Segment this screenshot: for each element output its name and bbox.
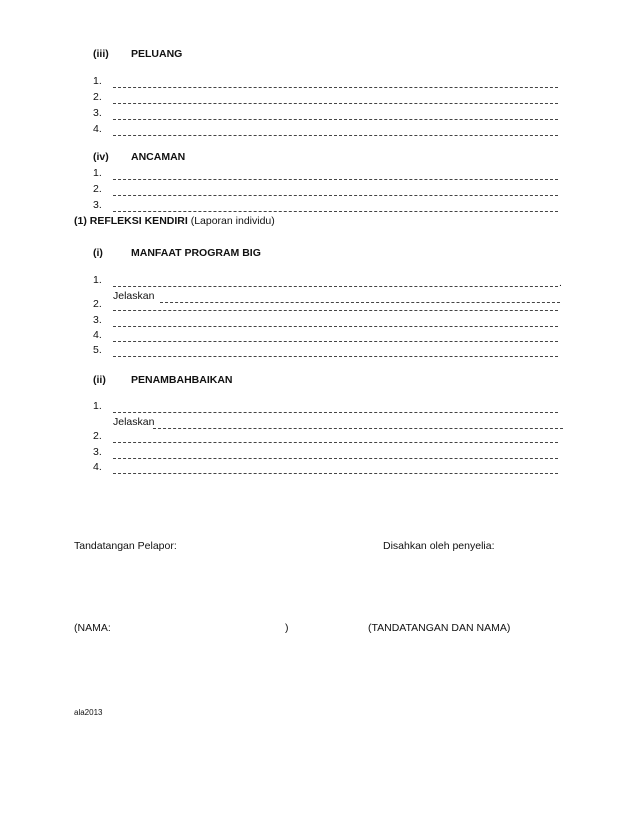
reporter-signature-label: Tandatangan Pelapor: — [74, 540, 177, 552]
answer-line[interactable] — [113, 458, 558, 459]
answer-line[interactable] — [113, 119, 558, 120]
section-ii-number: (ii) — [93, 374, 106, 386]
answer-line[interactable] — [113, 286, 558, 287]
list-item-number: 1. — [93, 167, 102, 179]
list-item-number: 3. — [93, 107, 102, 119]
list-item-number: 2. — [93, 430, 102, 442]
answer-line[interactable] — [113, 179, 558, 180]
answer-line[interactable] — [113, 103, 558, 104]
answer-line[interactable] — [113, 442, 558, 443]
answer-line[interactable] — [113, 135, 558, 136]
supervisor-approval-label: Disahkan oleh penyelia: — [383, 540, 495, 552]
section-iii-title: PELUANG — [131, 48, 183, 60]
explain-label: Jelaskan — [113, 416, 155, 428]
list-item-number: 3. — [93, 446, 102, 458]
section-iv-number: (iv) — [93, 151, 109, 163]
explain-label: Jelaskan — [113, 290, 155, 302]
explain-line[interactable] — [153, 428, 563, 429]
answer-line[interactable] — [113, 211, 558, 212]
answer-line[interactable] — [113, 310, 558, 311]
list-item-number: 2. — [93, 298, 102, 310]
list-item-number: 3. — [93, 199, 102, 211]
trailing-dot: . — [559, 277, 562, 289]
list-item-number: 5. — [93, 344, 102, 356]
list-item-number: 4. — [93, 461, 102, 473]
section-ii-title: PENAMBAHBAIKAN — [131, 374, 233, 386]
answer-line[interactable] — [113, 412, 558, 413]
section-1-subtitle: (Laporan individu) — [190, 215, 275, 227]
answer-line[interactable] — [113, 356, 558, 357]
name-close-paren: ) — [285, 622, 289, 634]
answer-line[interactable] — [113, 326, 558, 327]
answer-line[interactable] — [113, 87, 558, 88]
section-i-number: (i) — [93, 247, 103, 259]
section-1-heading — [74, 215, 275, 227]
name-open-label: (NAMA: — [74, 622, 111, 634]
answer-line[interactable] — [113, 473, 558, 474]
answer-line[interactable] — [113, 341, 558, 342]
list-item-number: 3. — [93, 314, 102, 326]
section-iv-title: ANCAMAN — [131, 151, 186, 163]
list-item-number: 2. — [93, 183, 102, 195]
document-code: ala2013 — [74, 708, 103, 717]
list-item-number: 1. — [93, 274, 102, 286]
list-item-number: 2. — [93, 91, 102, 103]
signature-and-name-label: (TANDATANGAN DAN NAMA) — [368, 622, 511, 634]
section-1-title: REFLEKSI KENDIRI — [89, 215, 188, 227]
section-i-title: MANFAAT PROGRAM BIG — [131, 247, 261, 259]
section-1-number: (1) — [74, 215, 87, 227]
answer-line[interactable] — [113, 195, 558, 196]
explain-line[interactable] — [160, 302, 560, 303]
list-item-number: 4. — [93, 329, 102, 341]
list-item-number: 1. — [93, 75, 102, 87]
section-iii-number: (iii) — [93, 48, 109, 60]
list-item-number: 4. — [93, 123, 102, 135]
list-item-number: 1. — [93, 400, 102, 412]
